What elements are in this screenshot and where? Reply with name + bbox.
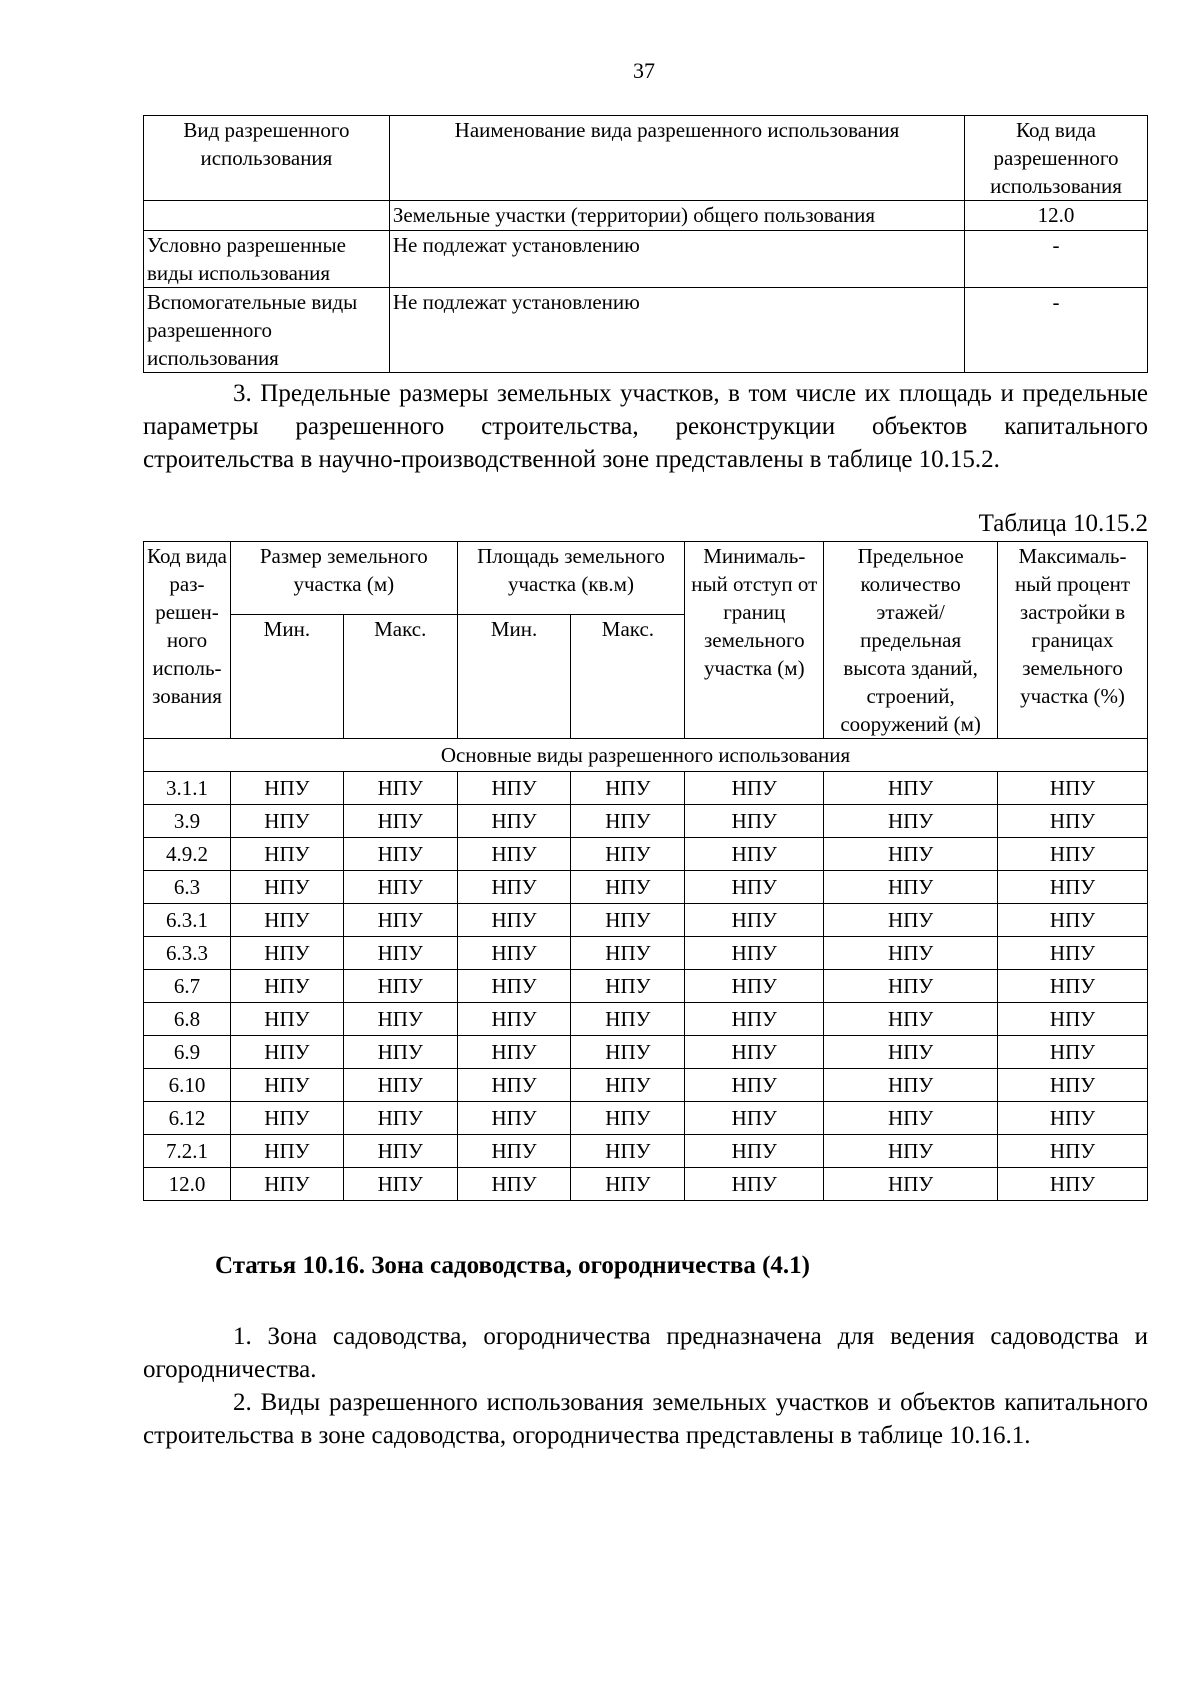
row-code-cell: 4.9.2 [144, 838, 231, 871]
row-value-cell: НПУ [230, 838, 343, 871]
header-setback: Минималь-ный отступ от границ земельного участка (м) [685, 542, 824, 739]
limits-table [143, 541, 1148, 1201]
header-area: Площадь земельного участка (кв.м) [457, 542, 685, 615]
row-value-cell: НПУ [457, 1168, 571, 1201]
row-value-cell: НПУ [343, 1102, 457, 1135]
row-name: Земельные участки (территории) общего пользования [389, 201, 964, 231]
row-value-cell: НПУ [343, 904, 457, 937]
row-code: - [965, 288, 1148, 373]
row-value-cell: НПУ [998, 937, 1148, 970]
row-code-cell: 7.2.1 [144, 1135, 231, 1168]
row-value-cell: НПУ [230, 904, 343, 937]
row-value-cell: НПУ [343, 1069, 457, 1102]
row-code: 12.0 [965, 201, 1148, 231]
row-value-cell: НПУ [457, 805, 571, 838]
section-title: Основные виды разрешенного использования [144, 739, 1148, 772]
header-floors: Предельное количество этажей/ предельная высота зданий, строений, сооружений (м) [824, 542, 998, 739]
row-value-cell: НПУ [685, 1003, 824, 1036]
table-row [144, 904, 1148, 937]
table-row [144, 1102, 1148, 1135]
row-value-cell: НПУ [457, 904, 571, 937]
article-heading: Статья 10.16. Зона садоводства, огородничества (4.1) [215, 1252, 810, 1279]
row-code-cell: 6.8 [144, 1003, 231, 1036]
row-value-cell: НПУ [824, 838, 998, 871]
row-value-cell: НПУ [824, 871, 998, 904]
table-caption: Таблица 10.15.2 [978, 510, 1148, 537]
row-kind [144, 201, 390, 231]
row-value-cell: НПУ [230, 937, 343, 970]
row-code-cell: 12.0 [144, 1168, 231, 1201]
row-value-cell: НПУ [685, 1069, 824, 1102]
page-number: 37 [633, 58, 655, 83]
row-value-cell: НПУ [571, 1168, 685, 1201]
row-value-cell: НПУ [230, 1168, 343, 1201]
row-value-cell: НПУ [685, 1135, 824, 1168]
row-value-cell: НПУ [685, 838, 824, 871]
row-value-cell: НПУ [571, 1102, 685, 1135]
row-value-cell: НПУ [230, 1135, 343, 1168]
row-value-cell: НПУ [571, 970, 685, 1003]
row-value-cell: НПУ [824, 937, 998, 970]
table-row [144, 937, 1148, 970]
header-size-min: Мин. [230, 615, 343, 739]
table-row [144, 1003, 1148, 1036]
table-row [144, 288, 1148, 373]
table-row [144, 871, 1148, 904]
row-value-cell: НПУ [998, 1135, 1148, 1168]
row-value-cell: НПУ [998, 970, 1148, 1003]
row-value-cell: НПУ [824, 1102, 998, 1135]
header-code: Код вида разрешенного использования [965, 116, 1148, 201]
row-value-cell: НПУ [824, 805, 998, 838]
table-row [144, 805, 1148, 838]
row-value-cell: НПУ [343, 1168, 457, 1201]
row-code: - [965, 231, 1148, 288]
row-value-cell: НПУ [457, 838, 571, 871]
row-value-cell: НПУ [571, 1135, 685, 1168]
header-code: Код вида раз-решен-ного исполь-зования [144, 542, 231, 739]
row-code-cell: 6.10 [144, 1069, 231, 1102]
row-value-cell: НПУ [571, 838, 685, 871]
row-value-cell: НПУ [685, 937, 824, 970]
row-code-cell: 6.3.1 [144, 904, 231, 937]
row-value-cell: НПУ [824, 1036, 998, 1069]
row-value-cell: НПУ [457, 1069, 571, 1102]
paragraph-1-text: 1. Зона садоводства, огородничества предназначена для ведения садоводства и огородничества. [143, 1323, 1148, 1383]
row-value-cell: НПУ [998, 1168, 1148, 1201]
row-value-cell: НПУ [343, 1003, 457, 1036]
row-value-cell: НПУ [998, 805, 1148, 838]
row-value-cell: НПУ [998, 1102, 1148, 1135]
table-row [144, 1168, 1148, 1201]
row-value-cell: НПУ [571, 937, 685, 970]
header-area-min: Мин. [457, 615, 571, 739]
row-value-cell: НПУ [457, 970, 571, 1003]
row-value-cell: НПУ [824, 904, 998, 937]
row-value-cell: НПУ [457, 1102, 571, 1135]
row-value-cell: НПУ [230, 1003, 343, 1036]
row-value-cell: НПУ [685, 1036, 824, 1069]
table-row [144, 1036, 1148, 1069]
header-size: Размер земельного участка (м) [230, 542, 457, 615]
row-value-cell: НПУ [230, 1102, 343, 1135]
row-value-cell: НПУ [571, 805, 685, 838]
row-value-cell: НПУ [824, 970, 998, 1003]
header-coverage: Максималь-ный процент застройки в границах земельного участка (%) [998, 542, 1148, 739]
row-value-cell: НПУ [571, 871, 685, 904]
table-row [144, 1069, 1148, 1102]
table-row [144, 231, 1148, 288]
row-value-cell: НПУ [685, 970, 824, 1003]
row-value-cell: НПУ [343, 805, 457, 838]
row-value-cell: НПУ [230, 871, 343, 904]
row-value-cell: НПУ [343, 871, 457, 904]
row-value-cell: НПУ [343, 1135, 457, 1168]
table-row [144, 1135, 1148, 1168]
row-code-cell: 6.12 [144, 1102, 231, 1135]
row-value-cell: НПУ [998, 1069, 1148, 1102]
row-value-cell: НПУ [457, 1135, 571, 1168]
row-value-cell: НПУ [824, 1135, 998, 1168]
row-value-cell: НПУ [685, 871, 824, 904]
row-value-cell: НПУ [343, 937, 457, 970]
header-size-max: Макс. [343, 615, 457, 739]
row-code-cell: 6.3.3 [144, 937, 231, 970]
row-value-cell: НПУ [230, 970, 343, 1003]
row-value-cell: НПУ [230, 805, 343, 838]
row-value-cell: НПУ [998, 838, 1148, 871]
row-value-cell: НПУ [571, 772, 685, 805]
paragraph-3-text: 3. Предельные размеры земельных участков, в том числе их площадь и предельные параметры разрешенного строительства, реконструкции объектов капитального строительства в научно-производственной зоне представлены в таблице 10.15.2. [143, 380, 1148, 473]
row-value-cell: НПУ [457, 1036, 571, 1069]
row-code-cell: 6.3 [144, 871, 231, 904]
row-value-cell: НПУ [998, 871, 1148, 904]
row-value-cell: НПУ [343, 1036, 457, 1069]
paragraph-3 [143, 377, 1148, 476]
paragraph-2 [143, 1386, 1148, 1452]
table-row [144, 838, 1148, 871]
header-name: Наименование вида разрешенного использования [389, 116, 964, 201]
row-value-cell: НПУ [457, 772, 571, 805]
header-area-max: Макс. [571, 615, 685, 739]
table-row [144, 201, 1148, 231]
permitted-use-table [143, 115, 1148, 373]
row-value-cell: НПУ [457, 871, 571, 904]
row-value-cell: НПУ [824, 1069, 998, 1102]
row-code-cell: 6.7 [144, 970, 231, 1003]
row-name: Не подлежат установлению [389, 231, 964, 288]
row-value-cell: НПУ [571, 1003, 685, 1036]
row-value-cell: НПУ [685, 1168, 824, 1201]
row-value-cell: НПУ [998, 772, 1148, 805]
paragraph-2-text: 2. Виды разрешенного использования земельных участков и объектов капитального строительства в зоне садоводства, огородничества представлены в таблице 10.16.1. [143, 1389, 1148, 1449]
section-row [144, 739, 1148, 772]
row-value-cell: НПУ [343, 970, 457, 1003]
table-row [144, 970, 1148, 1003]
row-code-cell: 3.1.1 [144, 772, 231, 805]
table-row [144, 772, 1148, 805]
row-value-cell: НПУ [343, 838, 457, 871]
row-kind: Вспомогательные виды разрешенного использования [144, 288, 390, 373]
row-name: Не подлежат установлению [389, 288, 964, 373]
row-value-cell: НПУ [571, 1036, 685, 1069]
row-value-cell: НПУ [824, 1168, 998, 1201]
row-value-cell: НПУ [457, 1003, 571, 1036]
row-value-cell: НПУ [571, 904, 685, 937]
row-value-cell: НПУ [685, 772, 824, 805]
row-value-cell: НПУ [998, 1003, 1148, 1036]
paragraph-1 [143, 1320, 1148, 1386]
row-value-cell: НПУ [343, 772, 457, 805]
row-value-cell: НПУ [230, 1036, 343, 1069]
row-value-cell: НПУ [571, 1069, 685, 1102]
row-value-cell: НПУ [457, 937, 571, 970]
row-value-cell: НПУ [824, 772, 998, 805]
header-kind: Вид разрешенного использования [144, 116, 390, 201]
row-value-cell: НПУ [824, 1003, 998, 1036]
row-value-cell: НПУ [685, 805, 824, 838]
row-code-cell: 3.9 [144, 805, 231, 838]
row-code-cell: 6.9 [144, 1036, 231, 1069]
row-value-cell: НПУ [230, 1069, 343, 1102]
row-value-cell: НПУ [685, 1102, 824, 1135]
row-value-cell: НПУ [685, 904, 824, 937]
row-kind: Условно разрешенные виды использования [144, 231, 390, 288]
row-value-cell: НПУ [998, 904, 1148, 937]
row-value-cell: НПУ [230, 772, 343, 805]
row-value-cell: НПУ [998, 1036, 1148, 1069]
